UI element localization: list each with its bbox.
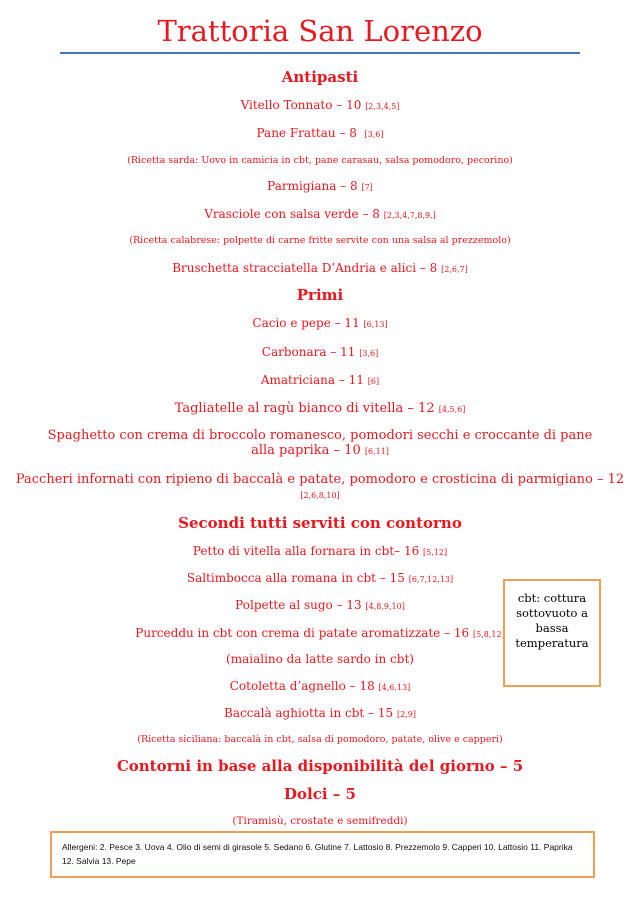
title-divider — [60, 52, 580, 54]
menu-item: Bruschetta stracciatella D’Andria e alici – 8 [2,6,7] — [172, 261, 468, 275]
menu-item: Paccheri infornati con ripieno di baccalà e patate, pomodoro e crosticina di parmigiano – 12 — [15, 472, 625, 487]
menu-item: Carbonara – 11 [3,6] — [261, 345, 379, 359]
menu-item: Baccalà aghiotta in cbt – 15 [2,9] — [224, 706, 416, 720]
cbt-info-line: bassa — [535, 621, 569, 635]
menu-item: Cotoletta d’agnello – 18 [4,6,13] — [229, 679, 411, 693]
menu-item: Tagliatelle al ragù bianco di vitella – 12 [4,5,6] — [174, 401, 466, 416]
section-heading-contorni: Contorni in base alla disponibilità del giorno – 5 — [116, 757, 524, 775]
section-heading-antipasti: Antipasti — [281, 68, 359, 86]
recipe-note: (Ricetta siciliana: baccalà in cbt, salsa di pomodoro, patate, olive e capperi) — [137, 734, 503, 745]
allergen-legend: Allergeni: 2. Pesce 3. Uova 4. Olio di semi di girasole 5. Sedano 6. Glutine 7. Lattosio 8. Prezzemolo 9. Capperi 10. Lattosio 11. Paprika 12. Salvia 13. Pepe — [50, 831, 595, 878]
menu-item: Cacio e pepe – 11 [6,13] — [252, 316, 388, 330]
cbt-info-line: cbt: cottura — [517, 591, 587, 605]
section-heading-dolci: Dolci – 5 — [284, 785, 356, 803]
menu-item: Vitello Tonnato – 10 [2,3,4,5] — [240, 98, 400, 112]
section-heading-primi: Primi — [296, 286, 344, 304]
menu-item: Amatriciana – 11 [6] — [260, 373, 380, 387]
cbt-info-line: temperatura — [515, 636, 589, 650]
menu-item: Spaghetto con crema di broccolo romanesco, pomodori secchi e croccante di pane — [47, 428, 593, 443]
cbt-info-line: sottovuoto a — [516, 606, 588, 620]
menu-item: Parmigiana – 8 [7] — [267, 179, 373, 193]
menu-item: Saltimbocca alla romana in cbt – 15 [6,7,12,13] — [186, 571, 454, 585]
cbt-info-box — [503, 579, 601, 687]
menu-item: Pane Frattau – 8 [3,6] — [256, 126, 384, 140]
recipe-note: (Ricetta calabrese: polpette di carne fritte servite con una salsa al prezzemolo) — [129, 235, 511, 246]
menu-item: Purceddu in cbt con crema di patate aromatizzate – 16 [5,8,12] — [135, 626, 505, 640]
recipe-note: (Ricetta sarda: Uovo in camicia in cbt, pane carasau, salsa pomodoro, pecorino) — [127, 155, 513, 166]
menu-item: Polpette al sugo – 13 [4,8,9,10] — [235, 598, 405, 612]
section-heading-secondi: Secondi tutti serviti con contorno — [178, 514, 462, 532]
menu-item: Petto di vitella alla fornara in cbt– 16 [5,12] — [192, 544, 448, 558]
restaurant-title: Trattoria San Lorenzo — [157, 14, 483, 48]
menu-item-continued: alla paprika – 10 [6,11] — [251, 443, 389, 458]
menu-item: (maialino da latte sardo in cbt) — [226, 652, 414, 666]
dolci-note: (Tiramisù, crostate e semifreddi) — [232, 815, 408, 827]
menu-item: Vrasciole con salsa verde – 8 [2,3,4,7,8,9,] — [204, 207, 436, 221]
allergen-codes: [2,6,8,10] — [300, 491, 340, 500]
